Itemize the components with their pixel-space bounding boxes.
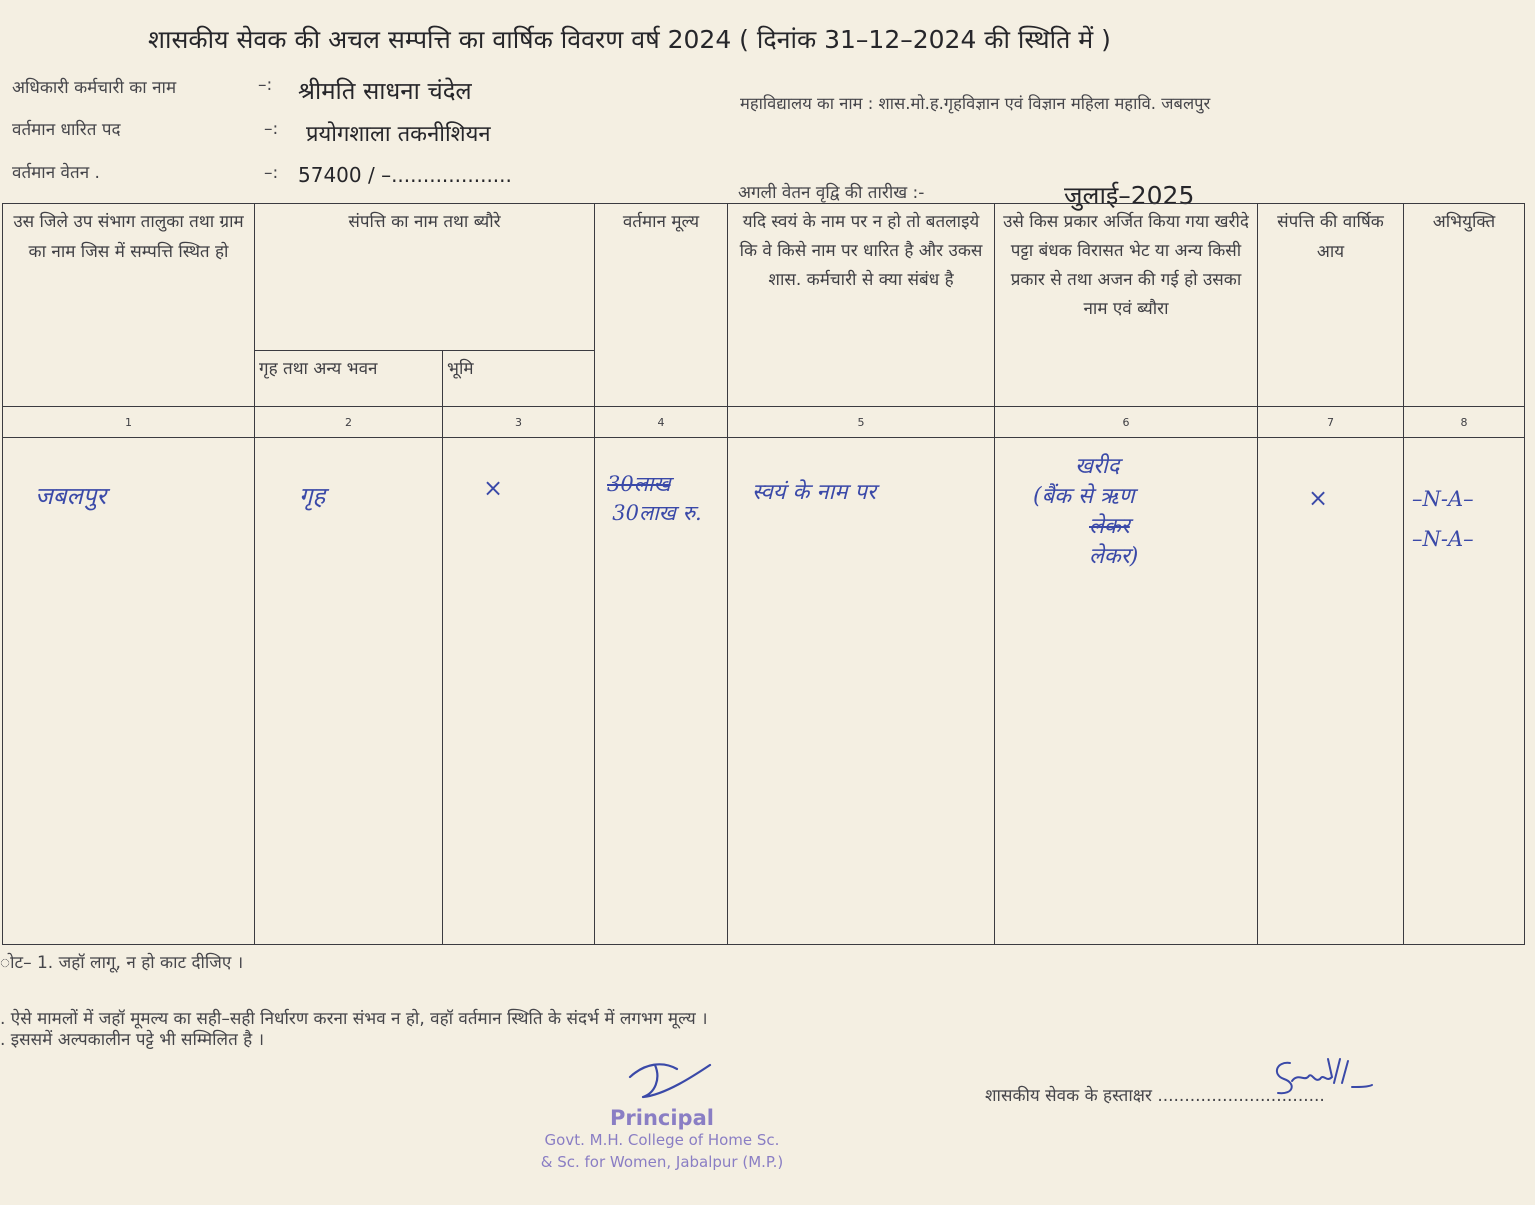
employee-signature <box>1268 1053 1378 1101</box>
header-buildings: गृह तथा अन्य भवन <box>255 351 443 407</box>
column-number: 1 <box>3 407 255 438</box>
stamp-title: Principal <box>610 1106 714 1130</box>
salary-separator: –: <box>264 163 279 183</box>
note-2: . ऐसे मामलों में जहॉ मूमल्य का सही–सही निर्धारण करना संभव न हो, वहॉ वर्तमान स्थिति के संदर्भ में लगभग मूल्य । <box>0 1009 708 1029</box>
cell-annual-income <box>1258 438 1404 945</box>
owner-relation-value: स्वयं के नाम पर <box>752 480 876 506</box>
location-value: जबलपुर <box>35 482 107 511</box>
header-location: उस जिले उप संभाग तालुका तथा ग्राम का नाम जिस में सम्पत्ति स्थित हो <box>3 204 255 407</box>
current-value: 30लाख रु. <box>612 500 702 525</box>
acquisition-line3: लेकर) <box>1089 543 1139 569</box>
post-value: प्रयोगशाला तकनीशियन <box>306 122 491 147</box>
cell-current-value <box>595 438 728 945</box>
salary-label: वर्तमान वेतन . <box>12 163 100 183</box>
cell-owner-relation <box>728 438 995 945</box>
annual-income-value: × <box>1308 484 1329 513</box>
increment-label: अगली वेतन वृद्वि की तारीख :- <box>738 183 925 203</box>
column-number: 6 <box>995 407 1258 438</box>
acquisition-struck: लेकर <box>1089 513 1130 539</box>
table-row <box>3 438 1525 945</box>
acquisition-line1: खरीद <box>1075 454 1120 480</box>
cell-remarks <box>1404 438 1525 945</box>
cell-acquisition <box>995 438 1258 945</box>
header-property-details: संपत्ति का नाम तथा ब्यौरे <box>255 204 595 351</box>
principal-signature <box>625 1055 715 1105</box>
column-number: 4 <box>595 407 728 438</box>
remarks-line1: –N-A– <box>1412 487 1474 512</box>
post-separator: –: <box>264 119 279 139</box>
stamp-line1: Govt. M.H. College of Home Sc. <box>544 1131 780 1149</box>
header-remarks: अभियुक्ति <box>1404 204 1525 407</box>
signature-label: शासकीय सेवक के हस्ताक्षर ............................... <box>985 1086 1325 1106</box>
header-acquisition: उसे किस प्रकार अर्जित किया गया खरीदे पट्टा बंधक विरासत भेट या अन्य किसी प्रकार से तथा अजन की गई हो उसका नाम एवं ब्यौरा <box>995 204 1258 407</box>
cell-building <box>255 438 443 945</box>
acquisition-line2: (बैंक से ऋण <box>1033 484 1135 510</box>
column-number: 5 <box>728 407 995 438</box>
building-value: गृह <box>299 482 326 511</box>
column-number: 8 <box>1404 407 1525 438</box>
principal-stamp <box>512 1106 812 1174</box>
value-struck: 30लाख <box>607 472 671 497</box>
employee-name-separator: –: <box>258 75 273 95</box>
college-name: महाविद्यालय का नाम : शास.मो.ह.गृहविज्ञान एवं विज्ञान महिला महावि. जबलपुर <box>740 94 1211 113</box>
header-annual-income: संपत्ति की वार्षिक आय <box>1258 204 1404 407</box>
note-3: . इससमें अल्पकालीन पट्टे भी सम्मिलित है । <box>0 1030 265 1050</box>
land-value: × <box>483 474 504 503</box>
remarks-line2: –N-A– <box>1412 527 1474 552</box>
stamp-line2: & Sc. for Women, Jabalpur (M.P.) <box>540 1152 784 1171</box>
column-number: 2 <box>255 407 443 438</box>
header-owner-relation: यदि स्वयं के नाम पर न हो तो बतलाइये कि वे किसे नाम पर धारित है और उकस शास. कर्मचारी से क्या संबंध है <box>728 204 995 407</box>
increment-value: जुलाई–2025 <box>1064 181 1195 210</box>
employee-name: श्रीमति साधना चंदेल <box>298 77 472 105</box>
form-title: शासकीय सेवक की अचल सम्पत्ति का वार्षिक विवरण वर्ष 2024 ( दिनांक 31–12–2024 की स्थिति में ) <box>148 25 1111 54</box>
column-number: 3 <box>443 407 595 438</box>
column-number: 7 <box>1258 407 1404 438</box>
post-label: वर्तमान धारित पद <box>12 120 121 140</box>
cell-location <box>3 438 255 945</box>
header-current-value: वर्तमान मूल्य <box>595 204 728 407</box>
employee-name-label: अधिकारी कर्मचारी का नाम <box>12 78 177 98</box>
cell-land <box>443 438 595 945</box>
salary-value: 57400 / –................... <box>298 163 512 187</box>
header-land: भूमि <box>443 351 595 407</box>
note-1: ोट– 1. जहॉ लागू, न हो काट दीजिए । <box>0 953 244 973</box>
column-number-row <box>3 407 1525 438</box>
property-table <box>2 203 1525 945</box>
